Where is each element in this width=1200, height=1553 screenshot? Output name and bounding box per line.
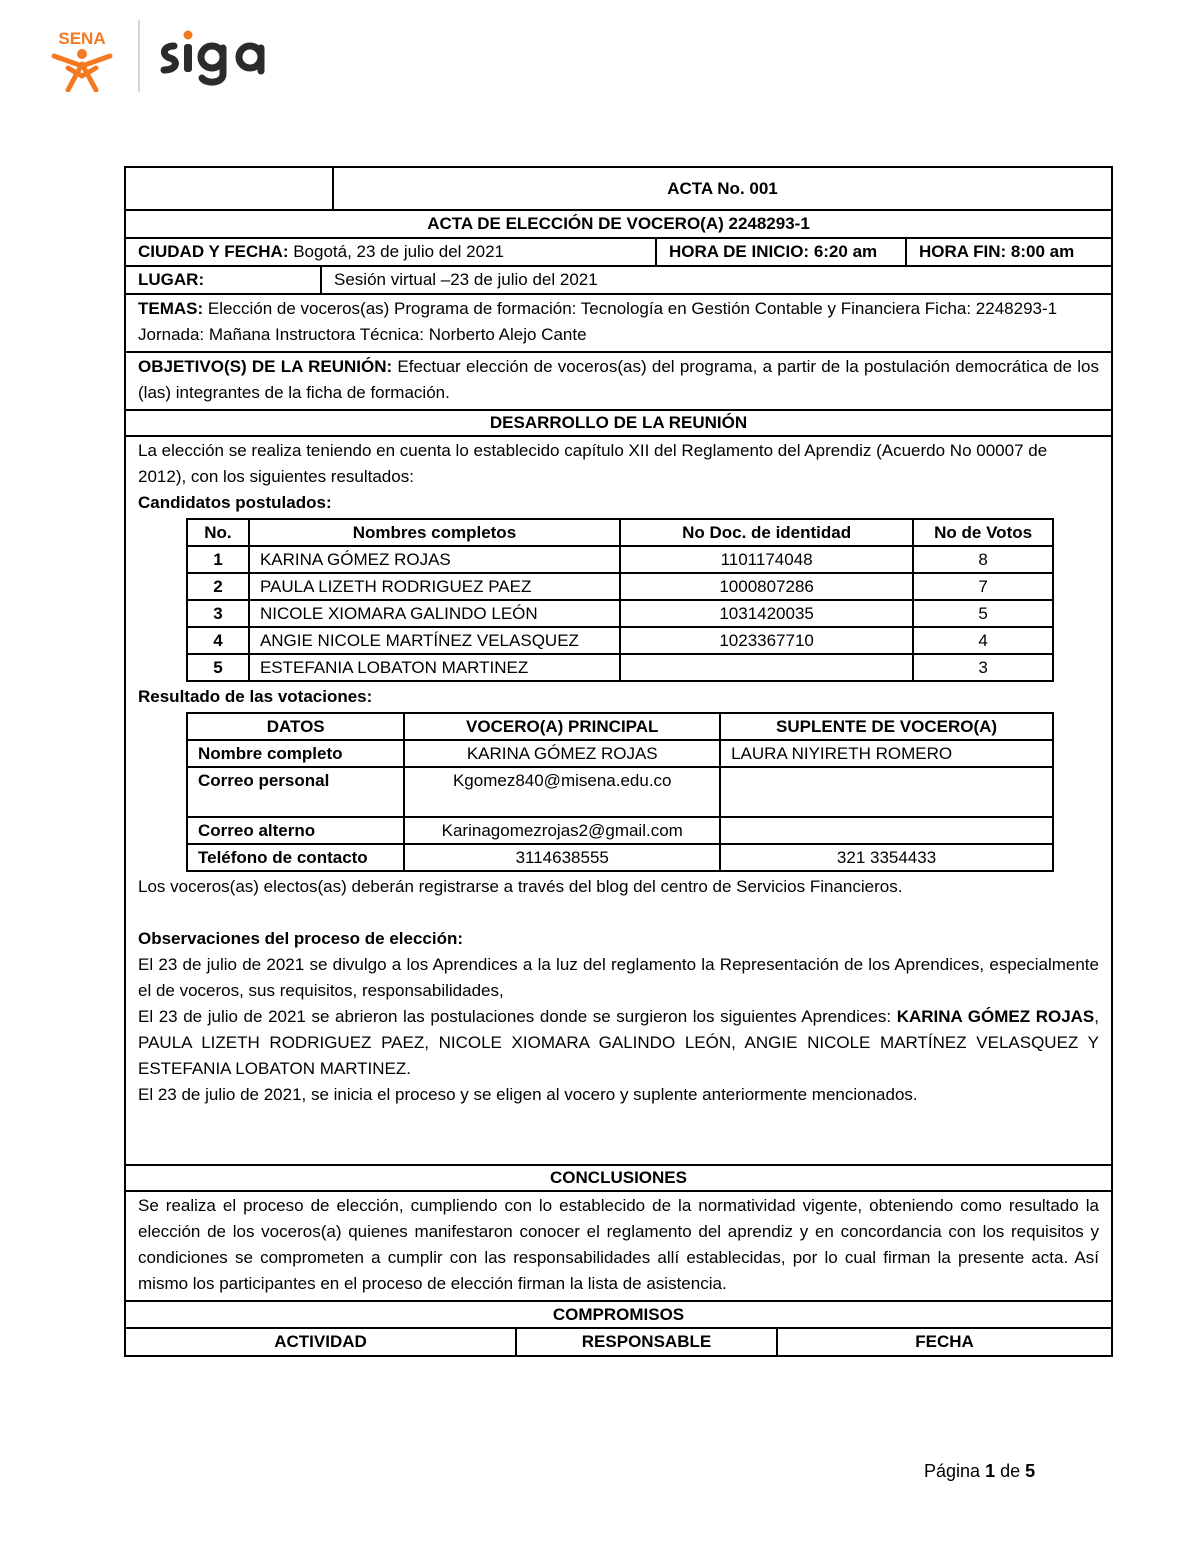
place-row	[126, 267, 1111, 295]
acta-title: ACTA DE ELECCIÓN DE VOCERO(A) 2248293-1	[427, 214, 810, 234]
acta-blank-cell	[126, 168, 332, 209]
candidate-votes: 3	[913, 654, 1053, 681]
registration-note: Los voceros(as) electos(as) deberán registrarse a través del blog del centro de Servicios Financieros.	[138, 877, 903, 896]
result-suplente	[720, 767, 1053, 817]
commitments-heading-row	[126, 1302, 1111, 1329]
candidates-heading: Candidatos postulados:	[138, 493, 332, 512]
candidates-table	[186, 518, 1054, 682]
topics-line-2: Jornada: Mañana Instructora Técnica: Norberto Alejo Cante	[138, 325, 587, 344]
result-suplente: 321 3354433	[720, 844, 1053, 871]
col-header-actividad: ACTIVIDAD	[274, 1332, 367, 1352]
col-header-votes: No de Votos	[913, 519, 1053, 546]
development-body-row	[126, 437, 1111, 1166]
candidate-name: PAULA LIZETH RODRIGUEZ PAEZ	[249, 573, 620, 600]
development-heading: DESARROLLO DE LA REUNIÓN	[489, 413, 748, 433]
table-row	[187, 546, 1053, 573]
col-header-fecha: FECHA	[776, 1329, 1111, 1355]
result-suplente: LAURA NIYIRETH ROMERO	[720, 740, 1053, 767]
page-number	[924, 1461, 1035, 1482]
candidate-doc: 1101174048	[620, 546, 913, 573]
conclusions-heading-row	[126, 1166, 1111, 1192]
start-time-cell	[655, 239, 905, 265]
topics-label: TEMAS:	[138, 299, 204, 318]
observations-heading: Observaciones del proceso de elección:	[138, 929, 464, 948]
table-row	[187, 573, 1053, 600]
results-header-row	[187, 713, 1053, 740]
page-word: Página	[924, 1461, 986, 1481]
city-date-label: CIUDAD Y FECHA:	[138, 242, 289, 262]
objective-row	[126, 353, 1111, 411]
logo-divider	[138, 20, 140, 92]
col-header-doc: No Doc. de identidad	[620, 519, 913, 546]
col-header-no: No.	[187, 519, 249, 546]
date-time-row	[126, 239, 1111, 267]
objective-value: Efectuar elección de voceros(as) del programa, a partir de la postulación democrática de los (las) integrantes de la ficha de formación.	[138, 357, 1100, 402]
spacer-line	[138, 900, 1099, 926]
result-suplente	[720, 817, 1053, 844]
development-intro: La elección se realiza teniendo en cuenta lo establecido capítulo XII del Reglamento del Aprendiz (Acuerdo No 00007 de 2012), con los siguientes resultados:	[138, 441, 1048, 486]
svg-text:SENA: SENA	[58, 29, 106, 48]
end-time-label: HORA FIN:	[919, 242, 1007, 262]
observation-2	[138, 1004, 1099, 1082]
commitments-heading: COMPROMISOS	[552, 1304, 685, 1324]
acta-title-row	[126, 211, 1111, 239]
table-row	[187, 627, 1053, 654]
candidate-doc	[620, 654, 913, 681]
candidate-votes: 7	[913, 573, 1053, 600]
conclusions-text: Se realiza el proceso de elección, cumpliendo con lo establecido de la normatividad vigente, obteniendo como resultado la elección de los voceros(a) quienes manifestaron conocer el reglamento del aprendiz y en concordancia con los requisitos y condiciones se comprometen a cumplir con las responsabilidades allí establecidas, por lo cual firman la presente acta. Así mismo los participantes en el proceso de elección firman la lista de asistencia.	[138, 1196, 1099, 1293]
start-time-value: 6:20 am	[809, 242, 878, 262]
candidate-votes: 4	[913, 627, 1053, 654]
table-row	[187, 817, 1053, 844]
acta-number: ACTA No. 001	[332, 168, 1111, 209]
observation-2-bold: KARINA GÓMEZ ROJAS	[896, 1007, 1095, 1026]
table-row	[187, 740, 1053, 767]
siga-logo	[156, 26, 274, 86]
results-heading: Resultado de las votaciones:	[138, 687, 373, 706]
place-value: Sesión virtual –23 de julio del 2021	[320, 267, 1111, 293]
header-logos	[44, 18, 274, 94]
acta-form	[124, 166, 1113, 1357]
end-time-cell	[905, 239, 1111, 265]
page-total: 5	[1025, 1461, 1036, 1481]
col-header-suplente: SUPLENTE DE VOCERO(A)	[720, 713, 1053, 740]
result-label: Correo alterno	[187, 817, 404, 844]
candidate-no: 3	[187, 600, 249, 627]
commitments-columns-row	[126, 1329, 1111, 1355]
candidate-doc: 1000807286	[620, 573, 913, 600]
candidate-no: 5	[187, 654, 249, 681]
col-header-name: Nombres completos	[249, 519, 620, 546]
topics-value: Elección de voceros(as) Programa de formación: Tecnología en Gestión Contable y Financiera Ficha: 2248293-1	[203, 299, 1058, 318]
result-principal: 3114638555	[404, 844, 720, 871]
acta-number-row	[126, 168, 1111, 211]
candidates-header-row	[187, 519, 1053, 546]
results-table	[186, 712, 1054, 872]
topics-row	[126, 295, 1111, 353]
result-label: Correo personal	[187, 767, 404, 817]
conclusions-heading: CONCLUSIONES	[550, 1168, 687, 1188]
candidate-no: 4	[187, 627, 249, 654]
result-principal: KARINA GÓMEZ ROJAS	[404, 740, 720, 767]
city-date-cell	[126, 239, 655, 265]
observation-1: El 23 de julio de 2021 se divulgo a los Aprendices a la luz del reglamento la Representación de los Aprendices, especialmente el de voceros, sus requisitos, responsabilidades,	[138, 955, 1099, 1000]
candidate-no: 2	[187, 573, 249, 600]
table-row	[187, 844, 1053, 871]
topics-cell	[126, 295, 1111, 351]
end-time-value: 8:00 am	[1006, 242, 1075, 262]
result-principal: Karinagomezrojas2@gmail.com	[404, 817, 720, 844]
start-time-label: HORA DE INICIO:	[669, 242, 810, 262]
col-header-principal: VOCERO(A) PRINCIPAL	[404, 713, 720, 740]
conclusions-body-row	[126, 1192, 1111, 1302]
result-label: Nombre completo	[187, 740, 404, 767]
col-header-responsable: RESPONSABLE	[515, 1329, 776, 1355]
objective-cell	[126, 353, 1111, 409]
city-date-value: Bogotá, 23 de julio del 2021	[288, 242, 505, 262]
candidate-doc: 1023367710	[620, 627, 913, 654]
candidate-no: 1	[187, 546, 249, 573]
observation-2-text: El 23 de julio de 2021 se abrieron las postulaciones donde se surgieron los siguientes Aprendices:	[138, 1007, 897, 1026]
observation-2-rest: , PAULA LIZETH RODRIGUEZ PAEZ, NICOLE XIOMARA GALINDO LEÓN, ANGIE NICOLE MARTÍNEZ VELASQUEZ Y ESTEFANIA LOBATON MARTINEZ.	[138, 1007, 1099, 1078]
table-row	[187, 767, 1053, 817]
candidate-votes: 5	[913, 600, 1053, 627]
candidate-name: KARINA GÓMEZ ROJAS	[249, 546, 620, 573]
result-principal: Kgomez840@misena.edu.co	[404, 767, 720, 817]
sena-logo	[44, 20, 120, 92]
candidate-votes: 8	[913, 546, 1053, 573]
observation-3: El 23 de julio de 2021, se inicia el proceso y se eligen al vocero y suplente anteriormente mencionados.	[138, 1085, 918, 1104]
result-label: Teléfono de contacto	[187, 844, 404, 871]
development-heading-row	[126, 411, 1111, 437]
page-of: de	[995, 1461, 1026, 1481]
page-current: 1	[985, 1461, 996, 1481]
place-label: LUGAR:	[138, 270, 205, 290]
observations-spacer	[138, 1108, 1099, 1164]
objective-label: OBJETIVO(S) DE LA REUNIÓN:	[138, 357, 393, 376]
candidate-name: ANGIE NICOLE MARTÍNEZ VELASQUEZ	[249, 627, 620, 654]
col-header-datos: DATOS	[187, 713, 404, 740]
candidate-doc: 1031420035	[620, 600, 913, 627]
development-body	[126, 437, 1111, 1164]
candidate-name: NICOLE XIOMARA GALINDO LEÓN	[249, 600, 620, 627]
candidate-name: ESTEFANIA LOBATON MARTINEZ	[249, 654, 620, 681]
table-row	[187, 600, 1053, 627]
table-row	[187, 654, 1053, 681]
topics-line-1	[138, 296, 1099, 322]
